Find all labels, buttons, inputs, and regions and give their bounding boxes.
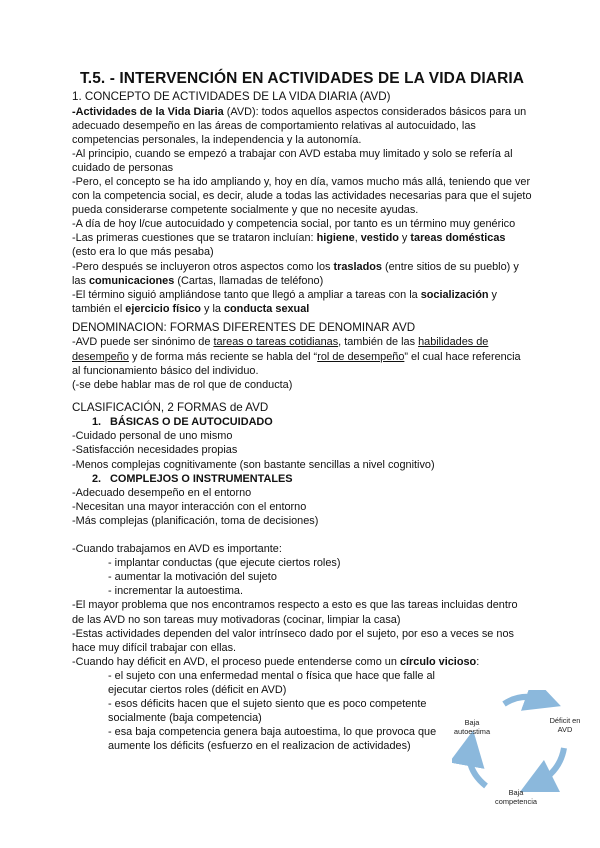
list-item: - aumentar la motivación del sujeto <box>108 571 277 584</box>
paragraph-mayor: -El mayor problema que nos encontramos respecto a esto es que las tareas incluidas dentro de las AVD no son tareas muy motivadoras (cocinar, limpiar la casa) <box>72 599 518 626</box>
paragraph-termino: -El término siguió ampliándose tanto que llegó a ampliar a tareas con la socialización y también el ejercicio físico y la conducta sexual <box>72 288 497 315</box>
paragraph-deficit: -Cuando hay déficit en AVD, el proceso puede entenderse como un círculo vicioso: <box>72 655 480 668</box>
document-page <box>72 70 532 753</box>
section-heading-concepto: 1. CONCEPTO DE ACTIVIDADES DE LA VIDA DIARIA (AVD) <box>72 90 391 103</box>
vicious-cycle-diagram <box>452 690 587 810</box>
paragraph-pero: -Pero, el concepto se ha ido ampliando y, hoy en día, vamos mucho más allá, teniendo que ver con la competencia social, es decir, alude a todas las actividades necesarias para que el sujeto pueda considerarse competente socialmente y que no necesite ayudas. <box>72 175 532 217</box>
paragraph-definition: -Actividades de la Vida Diaria (AVD): todos aquellos aspectos considerados básicos para un adecuado desempeño en las áreas de comportamiento relativas al autocuidado, las competencias personales, la independencia y la autonomía. <box>72 105 527 146</box>
list-item: - esa baja competencia genera baja autoestima, lo que provoca que aumente los déficits (esfuerzo en el realizacion de actividades) <box>108 726 437 753</box>
definition-term: -Actividades de la Vida Diaria <box>72 105 224 118</box>
list-item: -Satisfacción necesidades propias <box>72 444 238 457</box>
list-item: -Cuidado personal de uno mismo <box>72 430 233 443</box>
cycle-arrow-top <box>504 697 544 704</box>
paragraph-intro: -Cuando trabajamos en AVD es importante: <box>72 543 282 556</box>
paragraph-principio: -Al principio, cuando se empezó a trabajar con AVD estaba muy limitado y solo se refería al cuidado de personas <box>72 147 513 174</box>
paragraph-denominacion: -AVD puede ser sinónimo de tareas o tareas cotidianas, también de las habilidades de desempeño y de forma más reciente se habla del “rol de desempeño” el cual hace referencia al funcionamiento básico del individuo. <box>72 336 521 377</box>
cycle-label-baja-competencia: Baja competencia <box>495 788 537 806</box>
list-item: - esos déficits hacen que el sujeto siento que es poco competente socialmente (baja competencia) <box>108 698 427 725</box>
list-item: - incrementar la autoestima. <box>108 585 243 598</box>
paragraph-note: (-se debe hablar mas de rol que de conducta) <box>72 378 293 391</box>
paragraph-despues: -Pero después se incluyeron otros aspectos como los traslados (entre sitios de su pueblo) y las comunicaciones (Cartas, llamadas de teléfono) <box>72 260 519 287</box>
list-item: -Necesitan una mayor interacción con el entorno <box>72 500 307 513</box>
paragraph-hoy: -A día de hoy l/cue autocuidado y competencia social, por tanto es un término muy genérico <box>72 218 516 231</box>
circulo-vicioso-term: círculo vicioso <box>399 655 477 668</box>
cycle-arrow-left <box>469 748 486 786</box>
list-item: -Más complejas (planificación, toma de decisiones) <box>72 514 319 527</box>
list-item: - el sujeto con una enfermedad mental o física que hace que falle al ejecutar ciertos roles (déficit en AVD) <box>108 669 435 696</box>
paragraph-primeras: -Las primeras cuestiones que se trataron incluían: higiene, vestido y tareas domésticas (esto era lo que más pesaba) <box>72 232 506 259</box>
cycle-label-deficit-avd: Déficit en AVD <box>549 716 581 734</box>
page-title: T.5. - INTERVENCIÓN EN ACTIVIDADES DE LA VIDA DIARIA <box>79 70 525 87</box>
paragraph-estas: -Estas actividades dependen del valor intrínseco dado por el sujeto, por eso a veces se nos hace muy difícil trabajar con ellas. <box>72 627 514 654</box>
list-item: - implantar conductas (que ejecute ciertos roles) <box>108 557 341 570</box>
section-heading-denominacion: DENOMINACION: FORMAS DIFERENTES DE DENOMINAR AVD <box>72 320 416 334</box>
list-item: -Adecuado desempeño en el entorno <box>72 486 252 499</box>
list-item: -Menos complejas cognitivamente (son bastante sencillas a nivel cognitivo) <box>72 458 435 471</box>
cycle-arrow-right <box>536 748 564 784</box>
cycle-label-baja-autoestima: Baja autoestima <box>453 718 491 736</box>
subheading-complejos: 2. COMPLEJOS O INSTRUMENTALES <box>92 472 293 485</box>
section-heading-clasificacion: CLASIFICACIÓN, 2 FORMAS de AVD <box>72 400 269 414</box>
subheading-basicas: 1. BÁSICAS O DE AUTOCUIDADO <box>92 416 273 429</box>
